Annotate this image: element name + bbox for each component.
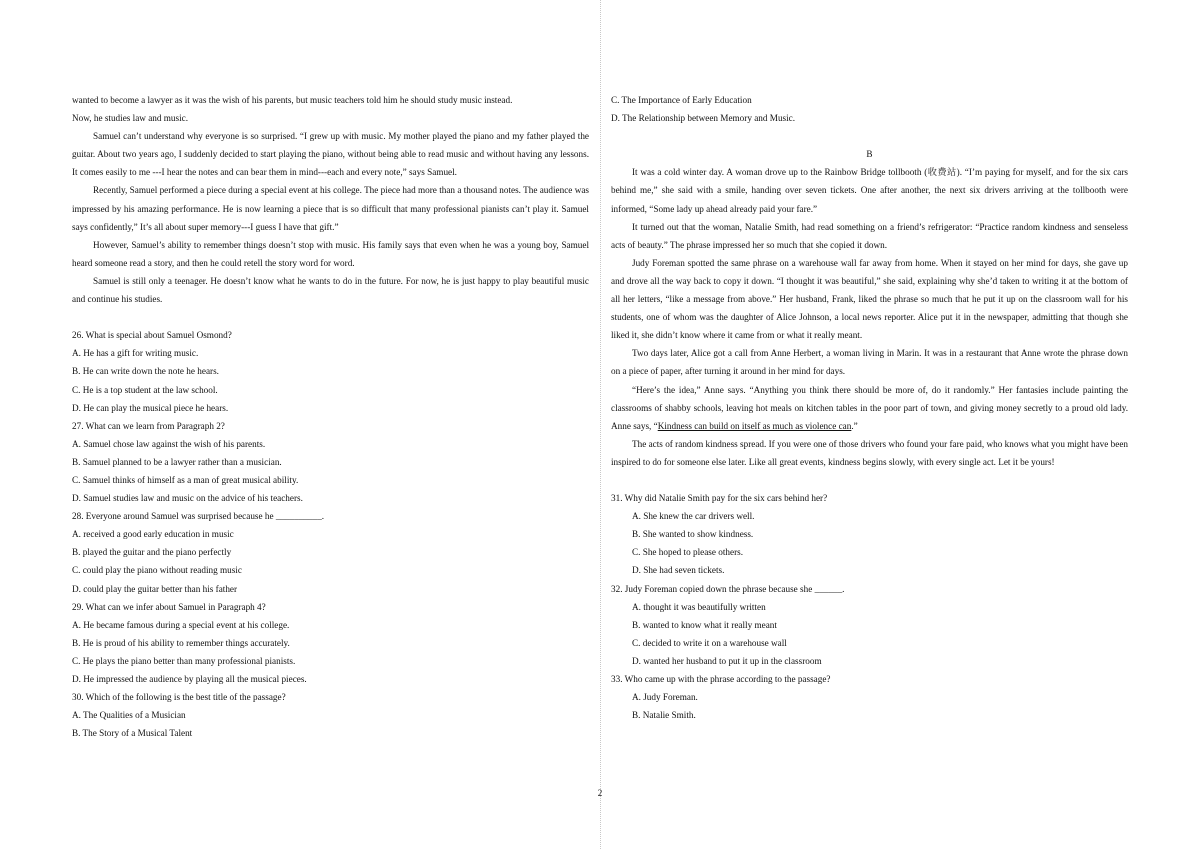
passage-paragraph: Two days later, Alice got a call from Anne Herbert, a woman living in Marin. It was in a restaurant that Anne wrote the phrase down on a piece of paper, after turning it around in her mind for days. xyxy=(611,348,1128,377)
question-32-option-d: D. wanted her husband to put it up in the classroom xyxy=(632,655,822,666)
question-31-stem: 31. Why did Natalie Smith pay for the six cars behind her? xyxy=(611,493,828,504)
question-26-stem: 26. What is special about Samuel Osmond? xyxy=(72,330,232,341)
question-31-option-b: B. She wanted to show kindness. xyxy=(632,529,754,540)
passage-paragraph: It turned out that the woman, Natalie Smith, had read something on a friend’s refrigerator: “Practice random kindness and senseless acts of beauty.” The phrase impressed her so much that she copied it down. xyxy=(611,221,1128,250)
question-32-stem: 32. Judy Foreman copied down the phrase because she ______. xyxy=(611,583,845,594)
question-32-option-a: A. thought it was beautifully written xyxy=(632,601,766,612)
question-29-option-c: C. He plays the piano better than many professional pianists. xyxy=(72,655,296,666)
section-label: B xyxy=(866,149,873,160)
question-30-option-c: C. The Importance of Early Education xyxy=(611,95,752,105)
question-29-option-b: B. He is proud of his ability to remember things accurately. xyxy=(72,637,290,648)
question-32-option-b: B. wanted to know what it really meant xyxy=(632,619,777,630)
passage-paragraph: Now, he studies law and music. xyxy=(72,113,189,124)
passage-paragraph: wanted to become a lawyer as it was the wish of his parents, but music teachers told him he should study music instead. xyxy=(72,95,513,105)
passage-paragraph: It was a cold winter day. A woman drove up to the Rainbow Bridge tollbooth (收费站). “I’m paying for myself, and for the six cars behind me,” she said with a smile, handing over seven tickets. One after another, the next six drivers arriving at the tollbooth were informed, “Some lady up ahead already paid your fare.” xyxy=(611,167,1128,214)
question-33-stem: 33. Who came up with the phrase according to the passage? xyxy=(611,674,831,684)
question-30-option-b: B. The Story of a Musical Talent xyxy=(72,728,193,739)
question-27-option-b: B. Samuel planned to be a lawyer rather than a musician. xyxy=(72,456,282,467)
question-27-option-c: C. Samuel thinks of himself as a man of great musical ability. xyxy=(72,474,299,485)
question-29-option-d: D. He impressed the audience by playing all the musical pieces. xyxy=(72,674,307,684)
passage-paragraph: Samuel is still only a teenager. He doesn’t know what he wants to do in the future. For now, he is just happy to play beautiful music and continue his studies. xyxy=(72,275,589,305)
paragraph-text: “Here’s the idea,” Anne says. “Anything you think there should be more of, do it randomly.” Her fantasies include painting the classrooms of shabby schools, leaving hot meals on kitchen tables in the poor part of town, and giving money secretly to a proud old lady. Anne says, “ xyxy=(611,384,1128,431)
question-27-stem: 27. What can we learn from Paragraph 2? xyxy=(72,420,225,431)
question-32-option-c: C. decided to write it on a warehouse wall xyxy=(632,637,787,648)
passage-paragraph: Samuel can’t understand why everyone is so surprised. “I grew up with music. My mother played the piano and my father played the guitar. About two years ago, I suddenly decided to start playing the piano, without being able to read music and without having any lessons. It comes easily to me ---I hear the notes and can bear them in mind---each and every note,” says Samuel. xyxy=(72,131,589,178)
left-column xyxy=(72,91,589,742)
passage-paragraph xyxy=(611,381,1128,435)
passage-paragraph: Recently, Samuel performed a piece during a special event at his college. The piece had more than a thousand notes. The audience was impressed by his amazing performance. He is now learning a piece that is so difficult that many professional pianists can’t play it. Samuel says confidently,” It’s all about super memory---I guess I have that gift.” xyxy=(72,185,589,232)
question-29-stem: 29. What can we infer about Samuel in Paragraph 4? xyxy=(72,601,266,612)
question-28-option-a: A. received a good early education in music xyxy=(72,529,234,540)
question-31-option-a: A. She knew the car drivers well. xyxy=(632,511,755,522)
question-28-option-c: C. could play the piano without reading music xyxy=(72,565,242,576)
question-28-stem: 28. Everyone around Samuel was surprised because he __________. xyxy=(72,511,325,522)
question-26-option-c: C. He is a top student at the law school. xyxy=(72,384,218,395)
right-column xyxy=(611,91,1128,724)
question-31-option-d: D. She had seven tickets. xyxy=(632,565,725,576)
question-26-option-a: A. He has a gift for writing music. xyxy=(72,348,199,359)
column-divider xyxy=(600,0,601,849)
question-30-stem: 30. Which of the following is the best title of the passage? xyxy=(72,692,286,703)
question-33-option-a: A. Judy Foreman. xyxy=(632,692,698,703)
question-27-option-d: D. Samuel studies law and music on the advice of his teachers. xyxy=(72,493,303,504)
passage-paragraph: However, Samuel’s ability to remember things doesn’t stop with music. His family says that even when he was a young boy, Samuel heard someone read a story, and then he could retell the story word for word. xyxy=(72,239,589,268)
question-31-option-c: C. She hoped to please others. xyxy=(632,547,743,558)
question-28-option-b: B. played the guitar and the piano perfectly xyxy=(72,547,232,558)
page-number: 2 xyxy=(597,788,603,798)
underlined-sentence: Kindness can build on itself as much as violence can xyxy=(657,420,852,431)
paragraph-text: .” xyxy=(851,420,858,431)
question-27-option-a: A. Samuel chose law against the wish of his parents. xyxy=(72,438,266,449)
question-28-option-d: D. could play the guitar better than his father xyxy=(72,583,238,594)
question-30-option-d: D. The Relationship between Memory and Music. xyxy=(611,113,796,124)
question-33-option-b: B. Natalie Smith. xyxy=(632,710,696,721)
passage-paragraph: Judy Foreman spotted the same phrase on a warehouse wall far away from home. When it stayed on her mind for days, she gave up and drove all the way back to copy it down. “I thought it was beautiful,” she said, explaining why she’d taken to writing it at the bottom of all her letters, “like a message from above.” Her husband, Frank, liked the phrase so much that he put it up on the classroom wall for his students, one of whom was the daughter of Alice Johnson, a local news reporter. Alice put it in the newspaper, admitting that though she liked it, she didn’t know where it came from or what it really meant. xyxy=(611,257,1128,341)
passage-paragraph: The acts of random kindness spread. If you were one of those drivers who found your fare paid, who knows what you might have been inspired to do for someone else later. Like all great events, kindness begins slowly, with every single act. Let it be yours! xyxy=(611,438,1128,467)
question-29-option-a: A. He became famous during a special event at his college. xyxy=(72,619,290,630)
question-26-option-d: D. He can play the musical piece he hears. xyxy=(72,402,229,413)
question-26-option-b: B. He can write down the note he hears. xyxy=(72,366,219,377)
question-30-option-a: A. The Qualities of a Musician xyxy=(72,710,186,721)
